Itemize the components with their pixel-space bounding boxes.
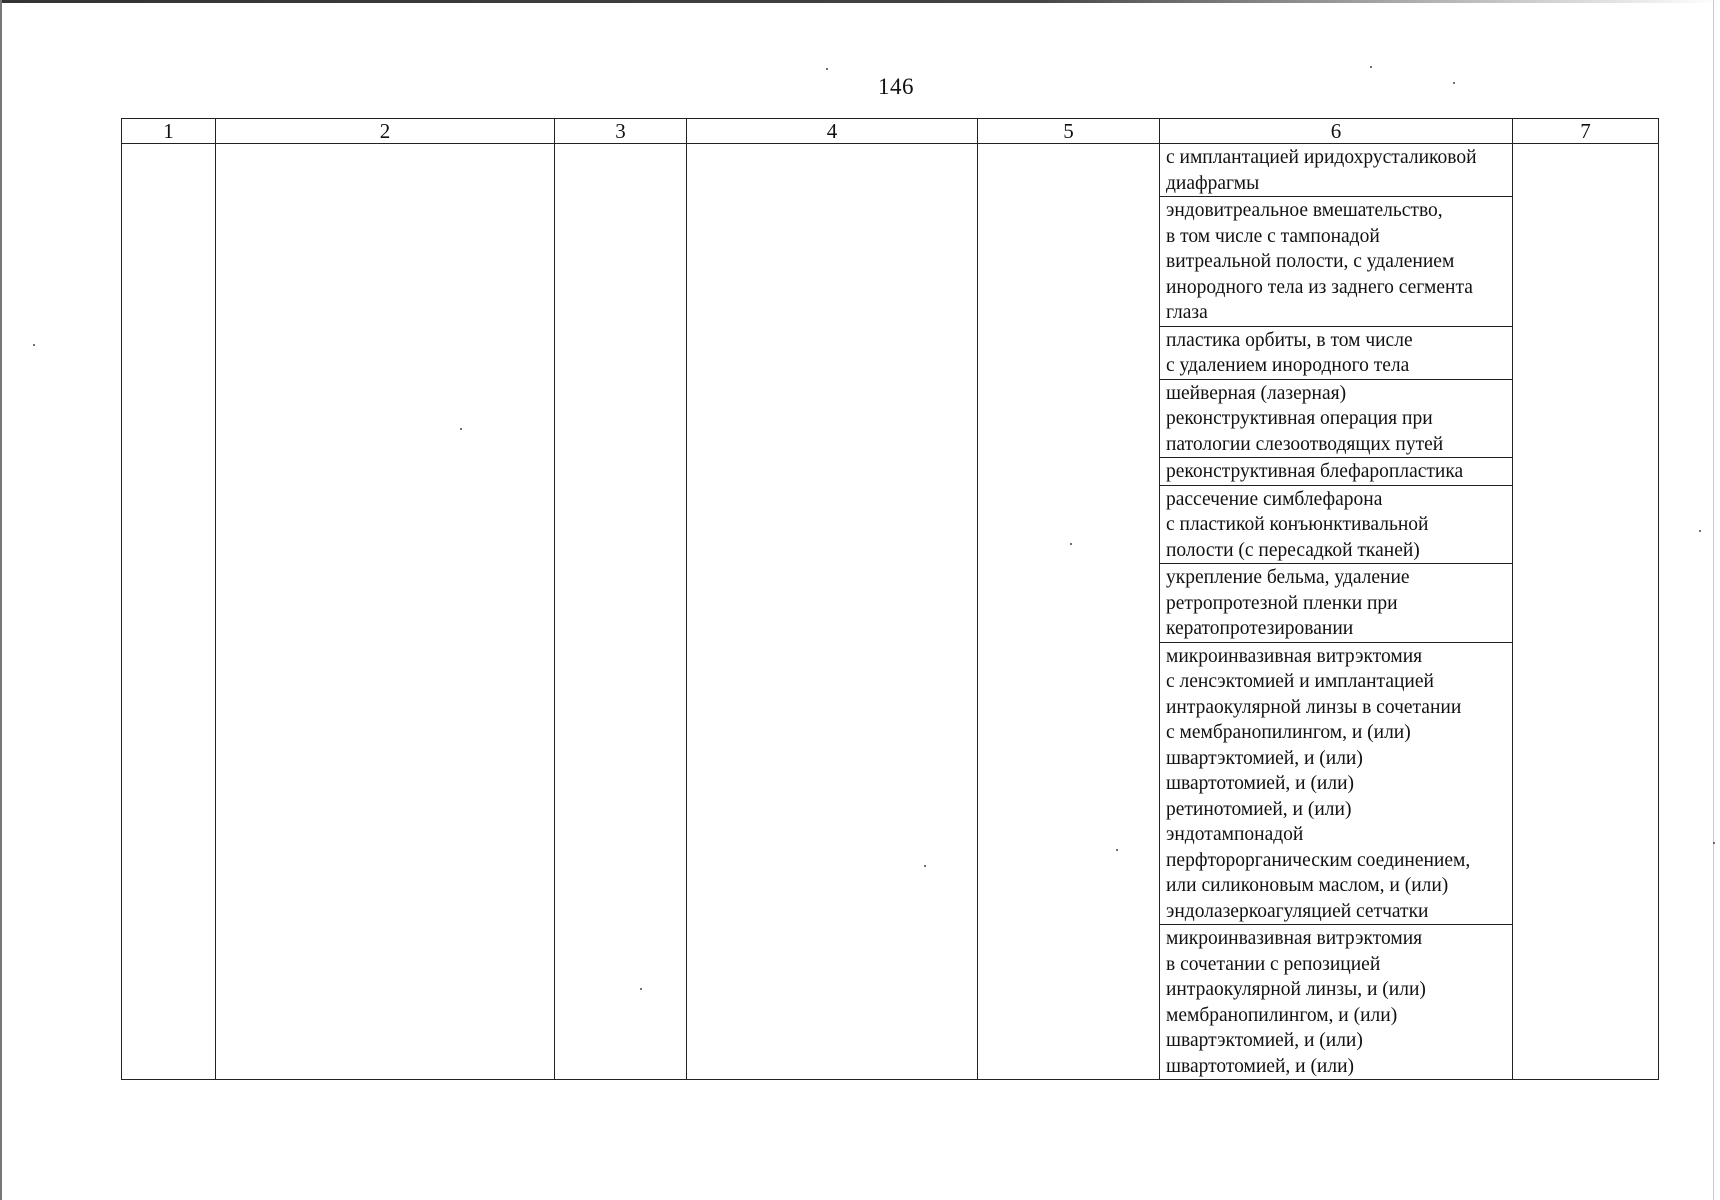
body-cell-1 (122, 144, 216, 1080)
treatment-entry: реконструктивная блефаропластика (1160, 458, 1512, 486)
body-row (122, 144, 1659, 1080)
scan-speck (1699, 530, 1701, 532)
scan-edge-left (0, 0, 2, 1200)
header-row (122, 119, 1659, 144)
treatment-entry: микроинвазивная витрэктомия в сочетании с репозицией интраокулярной линзы, и (или) мембранопилингом, и (или) швартэктомией, и (или) швартотомией, и (или) (1166, 928, 1426, 1077)
header-cell-7: 7 (1513, 119, 1659, 144)
treatment-entry: пластика орбиты, в том числе с удалением инородного тела (1160, 327, 1512, 380)
header-cell-3: 3 (555, 119, 687, 144)
body-cell-5 (978, 144, 1160, 1080)
document-table (121, 118, 1659, 1080)
scan-speck (1713, 842, 1715, 844)
treatment-entry: с имплантацией иридохрусталиковой диафрагмы (1160, 144, 1512, 197)
header-cell-6: 6 (1160, 119, 1513, 144)
body-cell-6 (1160, 144, 1513, 1080)
scan-speck (33, 344, 35, 346)
scan-edge-right (1713, 0, 1714, 1200)
scan-speck (826, 68, 828, 70)
body-cell-7 (1513, 144, 1659, 1080)
scan-speck (1370, 66, 1372, 68)
scan-edge-top (0, 0, 1720, 3)
scan-speck (1453, 82, 1455, 84)
header-cell-2: 2 (216, 119, 555, 144)
page-number: 146 (878, 74, 914, 99)
treatment-entry: микроинвазивная витрэктомия с ленсэктомией и имплантацией интраокулярной линзы в сочетании с мембранопилингом, и (или) швартэктомией, и (или) швартотомией, и (или) ретинотомией, и (или) эндотампонадой перфторорганическим соединением, или силиконовым маслом, и (или) эндолазеркоагуляцией сетчатки (1160, 643, 1512, 926)
treatment-entry: укрепление бельма, удаление ретропротезной пленки при кератопротезировании (1160, 564, 1512, 643)
body-cell-4 (687, 144, 978, 1080)
treatment-entry: эндовитреальное вмешательство, в том числе с тампонадой витреальной полости, с удалением инородного тела из заднего сегмента глаза (1160, 197, 1512, 327)
body-cell-2 (216, 144, 555, 1080)
header-cell-5: 5 (978, 119, 1160, 144)
body-cell-3 (555, 144, 687, 1080)
header-cell-4: 4 (687, 119, 978, 144)
treatment-entry: шейверная (лазерная) реконструктивная операция при патологии слезоотводящих путей (1160, 380, 1512, 459)
treatment-entry: рассечение симблефарона с пластикой конъюнктивальной полости (с пересадкой тканей) (1160, 486, 1512, 565)
header-cell-1: 1 (122, 119, 216, 144)
